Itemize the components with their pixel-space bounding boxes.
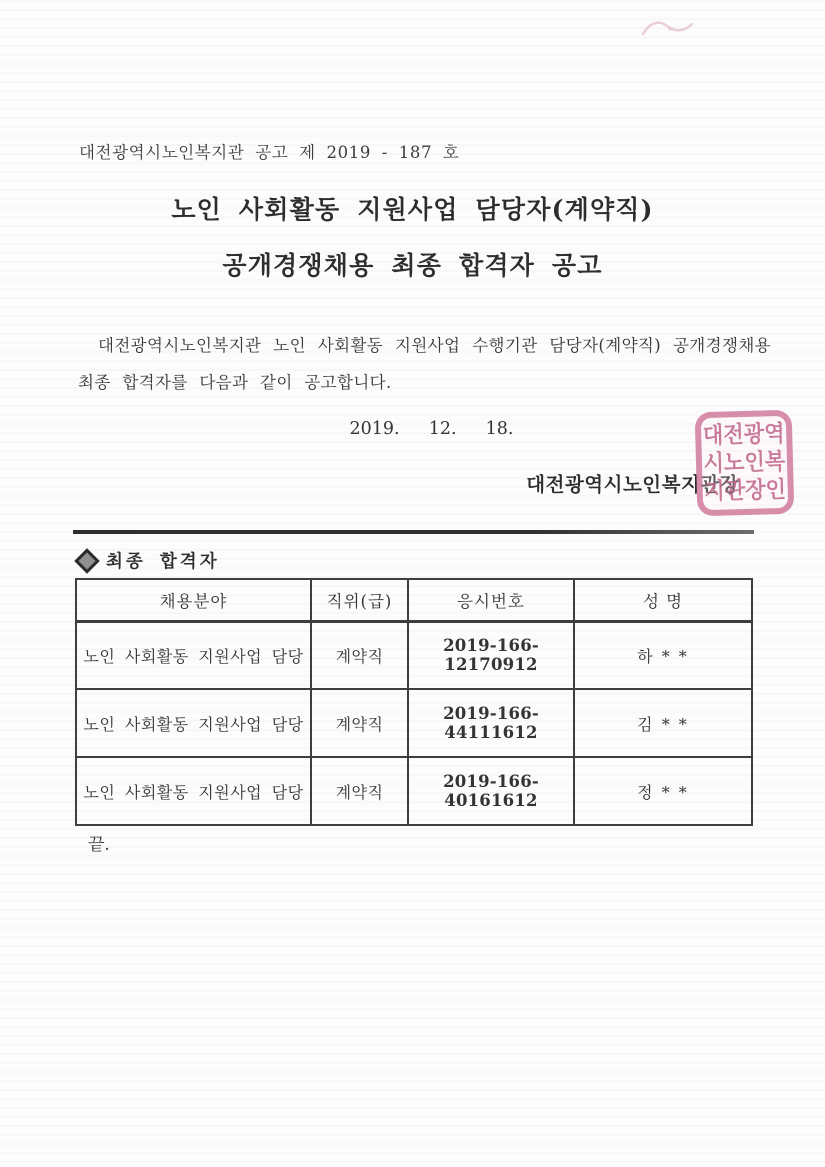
announcement-title-line2: 공개경쟁채용 최종 합격자 공고 xyxy=(222,251,603,280)
announcement-date: 2019. 12. 18. xyxy=(349,419,514,439)
header-cell-field: 채용분야 xyxy=(76,579,311,621)
section-heading xyxy=(78,548,220,573)
body-paragraph: 대전광역시노인복지관 노인 사회활동 지원사업 수행기관 담당자(계약직) 공개경쟁채용 최종 합격자를 다음과 같이 공고합니다. xyxy=(78,336,771,392)
cell-recruit-field: 노인 사회활동 지원사업 담당 xyxy=(76,757,311,825)
table-row xyxy=(76,757,752,825)
cell-applicant-no: 2019-166-40161612 xyxy=(408,757,574,825)
header-cell-position: 직위(급) xyxy=(311,579,408,621)
results-table xyxy=(75,578,753,826)
section-title: 최종 합격자 xyxy=(106,552,220,572)
cell-position: 계약직 xyxy=(311,757,408,825)
official-seal-stamp xyxy=(695,410,795,517)
cell-name: 하 * * xyxy=(574,621,752,689)
cell-position: 계약직 xyxy=(311,621,408,689)
cell-recruit-field: 노인 사회활동 지원사업 담당 xyxy=(76,689,311,757)
cell-name: 김 * * xyxy=(574,689,752,757)
header-cell-name: 성 명 xyxy=(574,579,752,621)
announcement-title-line1: 노인 사회활동 지원사업 담당자(계약직) xyxy=(171,195,654,224)
section-divider xyxy=(73,530,754,534)
header-cell-applicant-no: 응시번호 xyxy=(408,579,574,621)
doc-number-line: 대전광역시노인복지관 공고 제 2019 - 187 호 xyxy=(79,143,460,162)
cell-applicant-no: 2019-166-44111612 xyxy=(408,689,574,757)
closing-text: 끝. xyxy=(88,835,110,855)
table-row xyxy=(76,621,752,689)
announcement-title xyxy=(0,196,825,280)
diamond-bullet-icon xyxy=(74,548,99,573)
cell-name: 정 * * xyxy=(574,757,752,825)
seal-text-row: 시노인복 xyxy=(703,447,786,478)
seal-text-row: 대전광역 xyxy=(702,419,785,450)
signer-name: 대전광역시노인복지관장 xyxy=(526,473,739,496)
red-pen-mark-icon xyxy=(640,17,696,45)
cell-applicant-no: 2019-166-12170912 xyxy=(408,621,574,689)
table-header-row xyxy=(76,579,752,621)
table-row xyxy=(76,689,752,757)
cell-recruit-field: 노인 사회활동 지원사업 담당 xyxy=(76,621,311,689)
seal-text-row: 지관장인 xyxy=(703,475,787,506)
cell-position: 계약직 xyxy=(311,689,408,757)
